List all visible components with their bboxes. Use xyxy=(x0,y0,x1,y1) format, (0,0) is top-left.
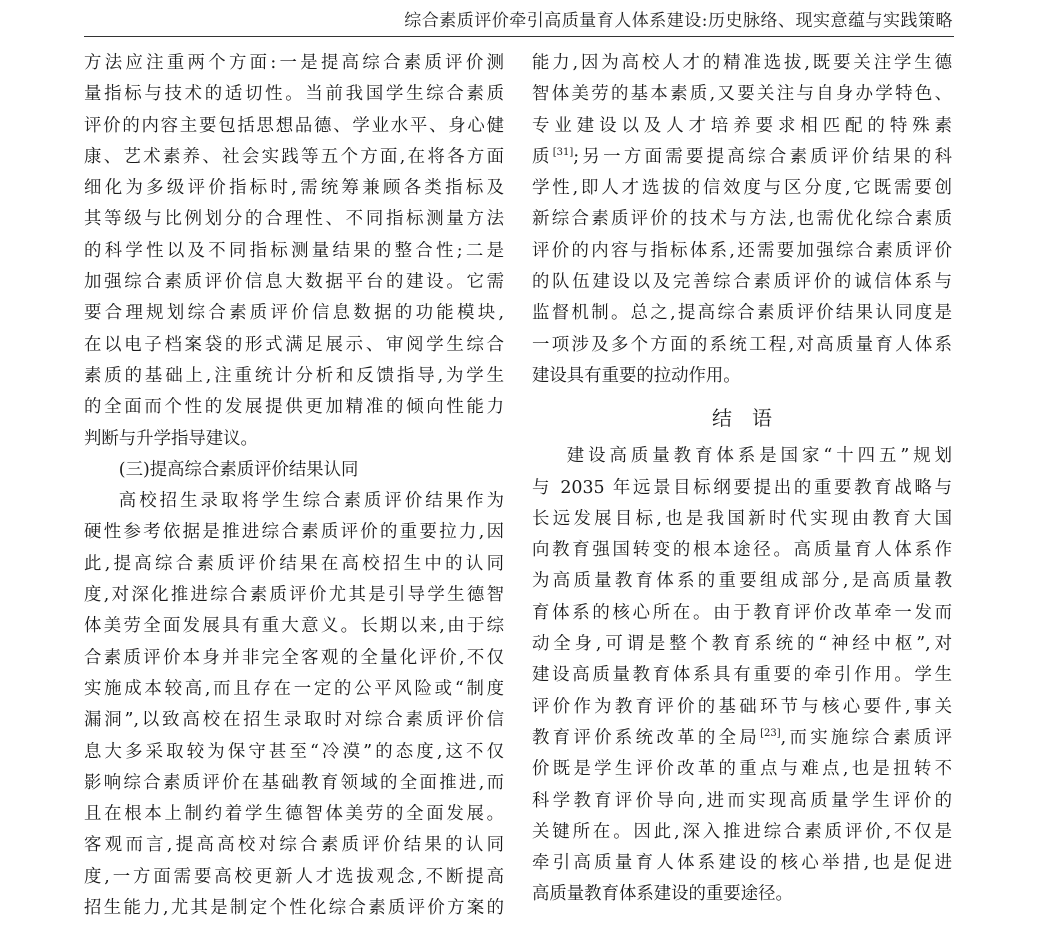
text-line: 牵引高质量育人体系建设的核心举措,也是促进 xyxy=(532,853,952,874)
text-fragment: ,而实施综合素质评 xyxy=(780,727,952,748)
text-line: 动全身,可谓是整个教育系统的“神经中枢”,对 xyxy=(532,634,952,655)
section-title: 结语 xyxy=(712,406,792,431)
text-line: 的科学性以及不同指标测量结果的整合性;二是 xyxy=(84,240,504,261)
text-line: 能力,因为高校人才的精准选拔,既要关注学生德 xyxy=(532,53,952,73)
header-rule xyxy=(84,36,954,37)
text-line: 细化为多级评价指标时,需统筹兼顾各类指标及 xyxy=(84,178,504,199)
text-line: 招生能力,尤其是制定个性化综合素质评价方案的 xyxy=(84,898,504,919)
text-line: 智体美劳的基本素质,又要关注与自身办学特色、 xyxy=(532,84,952,105)
text-line: 建设高质量教育体系是国家“十四五”规划 xyxy=(566,446,952,467)
text-line: 素质的基础上,注重统计分析和反馈指导,为学生 xyxy=(84,365,504,386)
text-line: 监督机制。总之,提高综合素质评价结果认同度是 xyxy=(532,303,952,324)
text-line: 加强综合素质评价信息大数据平台的建设。它需 xyxy=(84,272,504,293)
text-line: 价既是学生评价改革的重点与难点,也是扭转不 xyxy=(532,759,952,780)
text-line: 学性,即人才选拔的信效度与区分度,它既需要创 xyxy=(532,178,952,199)
subheading: (三)提高综合素质评价结果认同 xyxy=(118,459,359,480)
citation-31: [31] xyxy=(552,147,574,159)
text-line: 康、艺术素养、社会实践等五个方面,在将各方面 xyxy=(84,146,504,167)
text-line: 度,对深化推进综合素质评价尤其是引导学生德智 xyxy=(84,585,504,606)
text-line: 在以电子档案袋的形式满足展示、审阅学生综合 xyxy=(84,334,504,355)
running-header: 综合素质评价牵引高质量育人体系建设:历史脉络、现实意蕴与实践策略 xyxy=(404,11,953,31)
text-line: 与 2035 年远景目标纲要提出的重要教育战略与 xyxy=(532,477,952,498)
text-line: 息大多采取较为保守甚至“冷漠”的态度,这不仅 xyxy=(84,741,504,762)
text-line: 育体系的核心所在。由于教育评价改革牵一发而 xyxy=(532,602,952,623)
text-line: 长远发展目标,也是我国新时代实现由教育大国 xyxy=(532,508,952,529)
text-line: 评价作为教育评价的基础环节与核心要件,事关 xyxy=(532,696,952,717)
text-line: 一项涉及多个方面的系统工程,对高质量育人体系 xyxy=(532,334,952,355)
text-line: 实施成本较高,而且存在一定的公平风险或“制度 xyxy=(84,678,504,699)
text-line: 体美劳全面发展具有重大意义。长期以来,由于综 xyxy=(84,616,504,637)
text-fragment: ;另一方面需要提高综合素质评价结果的科 xyxy=(573,146,952,167)
text-line: 建设具有重要的拉动作用。 xyxy=(532,365,741,386)
text-line: 关键所在。因此,深入推进综合素质评价,不仅是 xyxy=(532,821,952,842)
text-line: 量指标与技术的适切性。当前我国学生综合素质 xyxy=(84,84,504,105)
text-line: 要合理规划综合素质评价信息数据的功能模块, xyxy=(84,303,504,324)
left-column xyxy=(84,48,504,924)
text-line: 漏洞”,以致高校在招生录取时对综合素质评价信 xyxy=(84,710,504,731)
text-line: 专业建设以及人才培养要求相匹配的特殊素 xyxy=(532,115,952,136)
text-line: 其等级与比例划分的合理性、不同指标测量方法 xyxy=(84,209,504,230)
citation-23: [23] xyxy=(760,728,781,740)
text-line: 硬性参考依据是推进综合素质评价的重要拉力,因 xyxy=(84,522,504,543)
text-line: 建设高质量教育体系具有重要的牵引作用。学生 xyxy=(532,665,952,686)
text-line xyxy=(532,142,952,173)
text-line: 且在根本上制约着学生德智体美劳的全面发展。 xyxy=(84,804,504,825)
text-line: 为高质量教育体系的重要组成部分,是高质量教 xyxy=(532,571,952,592)
text-line: 的队伍建设以及完善综合素质评价的诚信体系与 xyxy=(532,272,952,293)
text-line: 客观而言,提高高校对综合素质评价结果的认同 xyxy=(84,835,504,856)
text-line: 向教育强国转变的根本途径。高质量育人体系作 xyxy=(532,540,952,561)
right-column xyxy=(532,48,952,911)
text-line: 科学教育评价导向,进而实现高质量学生评价的 xyxy=(532,790,952,811)
text-line: 评价的内容与指标体系,还需要加强综合素质评价 xyxy=(532,240,952,261)
text-line: 判断与升学指导建议。 xyxy=(84,428,258,449)
text-line: 方法应注重两个方面:一是提高综合素质评价测 xyxy=(84,53,504,73)
text-line: 合素质评价本身并非完全客观的全量化评价,不仅 xyxy=(84,647,504,668)
text-line: 影响综合素质评价在基础教育领域的全面推进,而 xyxy=(84,772,504,793)
text-fragment: 教育评价系统改革的全局 xyxy=(532,727,761,748)
text-line: 高校招生录取将学生综合素质评价结果作为 xyxy=(118,491,504,512)
text-line xyxy=(532,723,952,754)
text-line: 新综合素质评价的技术与方法,也需优化综合素质 xyxy=(532,209,952,230)
text-line: 高质量教育体系建设的重要途径。 xyxy=(532,884,793,905)
text-fragment: 质 xyxy=(532,146,553,167)
text-line: 度,一方面需要高校更新人才选拔观念,不断提高 xyxy=(84,866,504,887)
text-line: 评价的内容主要包括思想品德、学业水平、身心健 xyxy=(84,115,504,136)
text-line: 此,提高综合素质评价结果在高校招生中的认同 xyxy=(84,553,504,574)
text-line: 的全面而个性的发展提供更加精准的倾向性能力 xyxy=(84,397,504,418)
